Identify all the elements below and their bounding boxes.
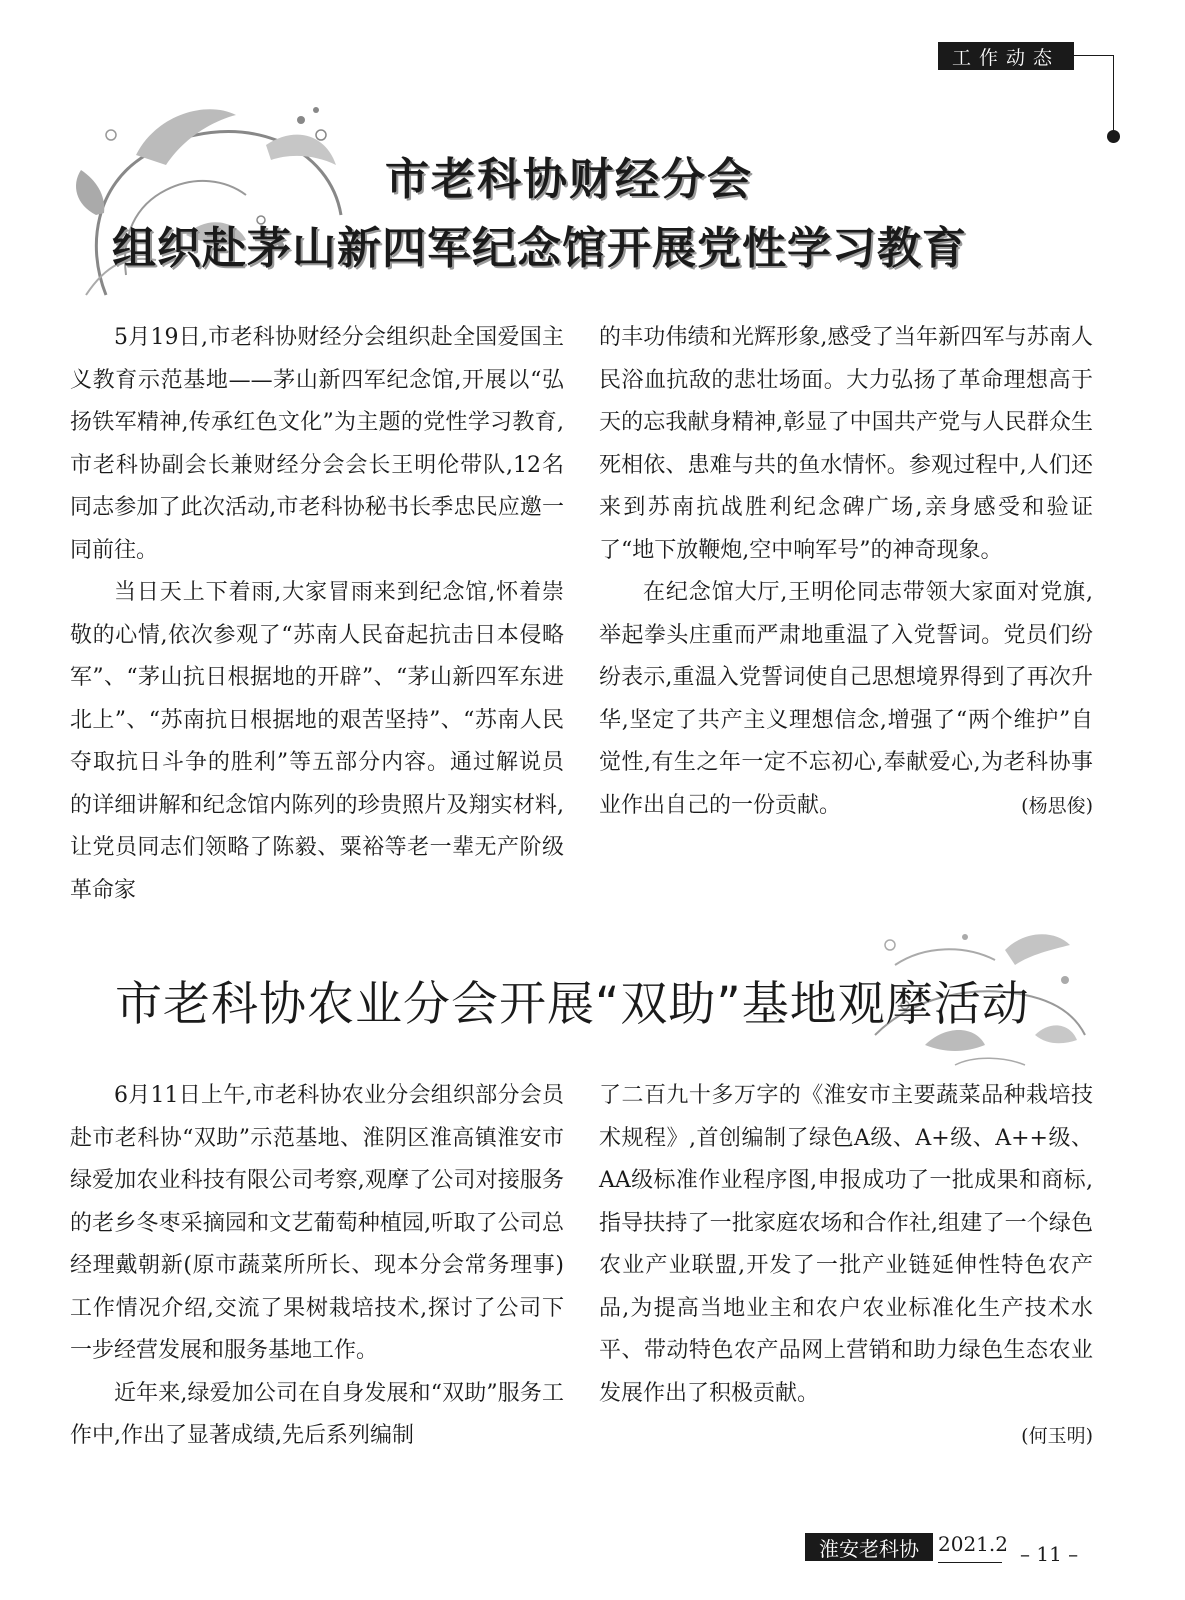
tag-rule-horizontal xyxy=(1074,55,1114,56)
article1-left-column xyxy=(70,317,564,912)
article2-paragraph: 近年来,绿爱加公司在自身发展和“双助”服务工作中,作出了显著成绩,先后系列编制 xyxy=(70,1380,564,1448)
section-tag: 工作动态 xyxy=(938,42,1074,70)
tag-dot xyxy=(1107,130,1120,143)
article1-paragraph: 当日天上下着雨,大家冒雨来到纪念馆,怀着崇敬的心情,依次参观了“苏南人民奋起抗击日本侵略军”、“茅山抗日根据地的开辟”、“茅山新四军东进北上”、“苏南抗日根据地的艰苦坚持”、“苏南人民夺取抗日斗争的胜利”等五部分内容。通过解说员的详细讲解和纪念馆内陈列的珍贵照片及翔实材料,让党员同志们领略了陈毅、粟裕等老一辈无产阶级革命家 xyxy=(70,580,564,903)
article2-right-column xyxy=(599,1075,1093,1458)
article1-right-column xyxy=(599,317,1093,827)
article1-author: (杨思俊) xyxy=(1021,794,1093,817)
tag-rule-vertical xyxy=(1113,55,1114,133)
footer-issue-rule xyxy=(938,1562,1002,1563)
footer-page-number: – 11 – xyxy=(1020,1542,1079,1566)
article1-title-line2: 组织赴茅山新四军纪念馆开展党性学习教育 xyxy=(112,223,967,274)
article1-paragraph-text: 在纪念馆大厅,王明伦同志带领大家面对党旗,举起拳头庄重而严肃地重温了入党誓词。党员们纷纷表示,重温入党誓词使自己思想境界得到了再次升华,坚定了共产主义理想信念,增强了“两个维护”自觉性,有生之年一定不忘初心,奉献爱心,为老科协事业作出自己的一份贡献。 xyxy=(599,580,1093,818)
article2-paragraph: 6月11日上午,市老科协农业分会组织部分会员赴市老科协“双助”示范基地、淮阴区淮高镇淮安市绿爱加农业科技有限公司考察,观摩了公司对接服务的老乡冬枣采摘园和文艺葡萄种植园,听取了公司总经理戴朝新(原市蔬菜所所长、现本分会常务理事)工作情况介绍,交流了果树栽培技术,探讨了公司下一步经营发展和服务基地工作。 xyxy=(70,1083,564,1363)
article1-paragraph xyxy=(599,572,1093,827)
article1-paragraph: 5月19日,市老科协财经分会组织赴全国爱国主义教育示范基地——茅山新四军纪念馆,开展以“弘扬铁军精神,传承红色文化”为主题的党性学习教育,市老科协副会长兼财经分会会长王明伦带队,12名同志参加了此次活动,市老科协秘书长季忠民应邀一同前往。 xyxy=(70,325,564,563)
article2-author: (何玉明) xyxy=(1021,1425,1093,1447)
article2-left-column xyxy=(70,1075,564,1458)
article2-title: 市老科协农业分会开展“双助”基地观摩活动 xyxy=(115,977,1030,1032)
article2-continuation: 了二百九十多万字的《淮安市主要蔬菜品种栽培技术规程》,首创编制了绿色A级、A+级、A++级、AA级标准作业程序图,申报成功了一批成果和商标,指导扶持了一批家庭农场和合作社,组建了一个绿色农业产业联盟,开发了一批产业链延伸性特色农产品,为提高当地业主和农户农业标准化生产技术水平、带动特色农产品网上营销和助力绿色生态农业发展作出了积极贡献。 xyxy=(599,1083,1093,1406)
article1-title-line1: 市老科协财经分会 xyxy=(385,154,753,205)
footer-issue: 2021.2 xyxy=(938,1532,1008,1556)
footer-journal-name: 淮安老科协 xyxy=(805,1533,933,1561)
article1-continuation: 的丰功伟绩和光辉形象,感受了当年新四军与苏南人民浴血抗敌的悲壮场面。大力弘扬了革命理想高于天的忘我献身精神,彰显了中国共产党与人民群众生死相依、患难与共的鱼水情怀。参观过程中,人们还来到苏南抗战胜利纪念碑广场,亲身感受和验证了“地下放鞭炮,空中响军号”的神奇现象。 xyxy=(599,325,1093,563)
